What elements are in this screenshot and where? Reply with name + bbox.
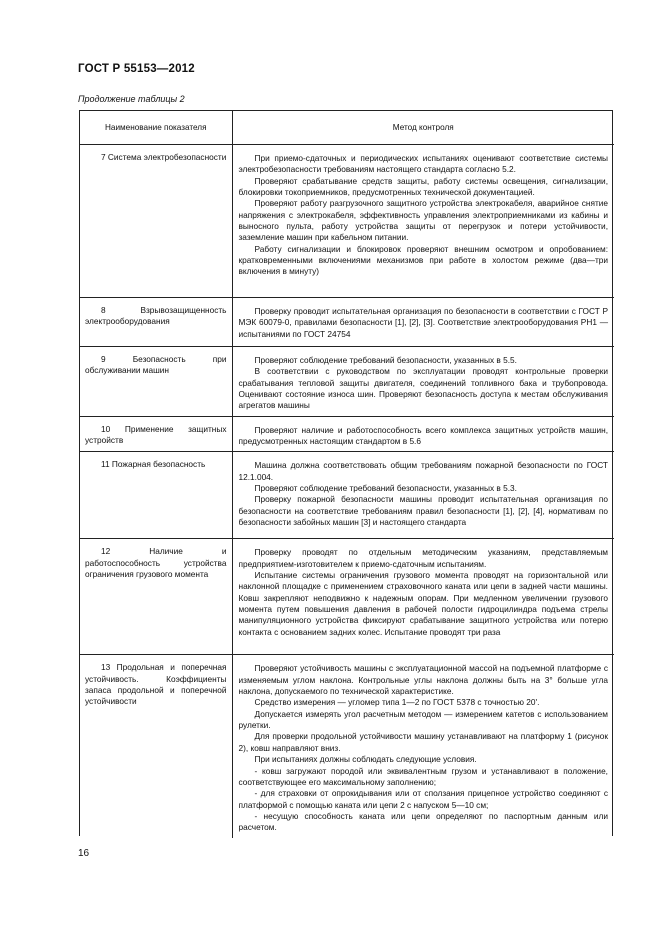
- indicator-name-cell: [80, 145, 232, 298]
- method-paragraph: В соответствии с руководством по эксплуатации проводят контрольные проверки срабатывания тепловой защиты двигателя, соединений топливного бака и трубопровода. Оценивают состояние износа шин. Проверяют безопасность доступа к местам обслуживания агрегатов машины: [238, 366, 608, 411]
- indicator-name: 7 Система электробезопасности: [101, 152, 227, 162]
- method-paragraph: Машина должна соответствовать общим требованиям пожарной безопасности по ГОСТ 12.1.004.: [238, 460, 608, 482]
- indicator-name: 12 Наличие и работоспособность устройства ограничения грузового момента: [85, 546, 227, 580]
- method-paragraph: Для проверки продольной устойчивости машину устанавливают на платформу 1 (рисунок 2), ковш направляют вниз.: [238, 731, 608, 753]
- indicator-name: 11 Пожарная безопасность: [101, 459, 206, 470]
- method-cell: [232, 655, 614, 838]
- indicator-name-cell: [80, 655, 232, 838]
- method-paragraph: Проверяют срабатывание средств защиты, работу системы освещения, сигнализации, блокировки токоприемников, предусмотренных технической документацией.: [238, 175, 608, 198]
- method-paragraph: Допускается измерять угол расчетным методом — измерением катетов с использованием рулетки.: [238, 708, 608, 731]
- table-row: [80, 416, 614, 452]
- method-cell: [232, 416, 614, 452]
- indicator-name-cell: [80, 298, 232, 347]
- method-cell: [232, 347, 614, 417]
- method-paragraph: Проверку пожарной безопасности машины проводит испытательная организация по безопасности на соответствие требованиям правил безопасности [1], [2], [4], нормативам по безопасности забойных машин [3] и настоящего стандарта: [238, 494, 608, 528]
- method-paragraph: Испытание системы ограничения грузового момента проводят на горизонтальной или наклонной площадке с применением страховочного каната или цепи в задней части машины. Ковш закрепляют неподвижно к надежным опорам. При медленном увеличении грузового момента путем повышения давления в рабочей полости гидроцилиндра подъема стрелы манипуляционного устройства фиксируют срабатывание защитного устройства или потерю контакта с основанием задних колес. Испытание проводят три раза: [238, 570, 608, 637]
- control-methods-table: [79, 110, 613, 836]
- table-continuation-caption: Продолжение таблицы 2: [78, 94, 185, 104]
- method-paragraph: Проверяют соблюдение требований безопасности, указанных в 5.5.: [254, 355, 517, 365]
- method-cell: [232, 452, 614, 539]
- method-paragraph: - для страховки от опрокидывания или от сползания прицепное устройство соединяют с платформой с помощью каната или цепи 2 с напуском 5—10 см;: [238, 788, 608, 810]
- method-paragraph: Проверяют соблюдение требований безопасности, указанных в 5.3.: [254, 483, 517, 494]
- table-row: [80, 347, 614, 417]
- table-row: [80, 655, 614, 838]
- indicator-name: 10 Применение защитных устройств: [85, 423, 227, 446]
- table-header-row: [80, 111, 614, 145]
- indicator-name-cell: [80, 347, 232, 417]
- method-paragraph: - ковш загружают породой или эквивалентным грузом и устанавливают в положение, соответствующее его максимальному заполнению;: [238, 765, 608, 787]
- method-paragraph: Проверку проводит испытательная организация по безопасности в соответствии с ГОСТ Р МЭК 60079-0, правилами безопасности [1], [2], [3]. Соответствие электрооборудования РН1 — испытаниями по ГОСТ 24754: [238, 306, 608, 339]
- method-paragraph: При испытаниях должны соблюдать следующие условия.: [254, 754, 477, 765]
- method-cell: [232, 298, 614, 347]
- method-paragraph: Работу сигнализации и блокировок проверяют внешним осмотром и опробованием: кратковременными включениями механизмов при работе в холостом режиме (два—три включения в минуту): [238, 243, 608, 277]
- table-row: [80, 298, 614, 347]
- table-row: [80, 539, 614, 655]
- method-paragraph: Средство измерения — угломер типа 1—2 по ГОСТ 5378 с точностью 20'.: [254, 697, 540, 708]
- method-paragraph: Проверяют наличие и работоспособность всего комплекса защитных устройств машин, предусмотренных настоящим стандартом в 5.6: [238, 424, 608, 447]
- indicator-name-cell: [80, 539, 232, 655]
- method-paragraph: Проверяют устойчивость машины с эксплуатационной массой на подъемной платформе с изменяемым углом наклона. Контрольные углы наклона должны быть на 3° больше угла наклона, допускаемого по технической характеристике.: [238, 663, 608, 697]
- indicator-name: 13 Продольная и поперечная устойчивость. Коэффициенты запаса продольной и поперечной устойчивости: [85, 662, 227, 707]
- method-cell: [232, 145, 614, 298]
- method-paragraph: При приемо-сдаточных и периодических испытаниях оценивают соответствие системы электробезопасности требованиям настоящего стандарта согласно 5.2.: [238, 153, 608, 175]
- method-paragraph: Проверку проводят по отдельным методическим указаниям, представляемым предприятием-изготовителем к приемо-сдаточным испытаниям.: [238, 547, 608, 569]
- table-row: [80, 452, 614, 539]
- method-paragraph: - несущую способность каната или цепи определяют по паспортным данным или расчетом.: [238, 810, 608, 833]
- document-title: ГОСТ Р 55153—2012: [78, 63, 195, 75]
- indicator-name: 8 Взрывозащищенность электрооборудования: [85, 305, 227, 327]
- indicator-name: 9 Безопасность при обслуживании машин: [85, 354, 227, 376]
- method-paragraph: Проверяют работу разгрузочного защитного устройства электрокабеля, аварийное снятие напряжения с электрокабеля, эффективность управления электроприемниками из кабины и выносного пульта, работу устройства защиты от перегрузок и потери устойчивости, заземление машин при кабельном питании.: [238, 198, 608, 243]
- page-number: 16: [78, 848, 90, 859]
- method-cell: [232, 539, 614, 655]
- column-header-method: Метод контроля: [232, 111, 614, 145]
- indicator-name-cell: [80, 452, 232, 539]
- indicator-name-cell: [80, 416, 232, 452]
- table-row: [80, 145, 614, 298]
- column-header-indicator: Наименование показателя: [80, 111, 232, 145]
